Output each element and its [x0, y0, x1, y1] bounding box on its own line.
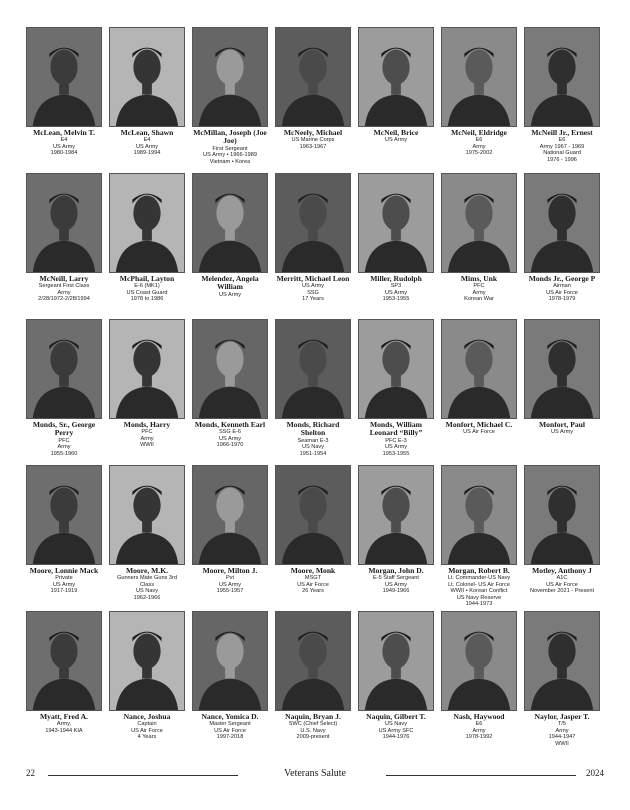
veteran-service-detail: US Air Force	[463, 429, 495, 436]
veteran-service-detail: US Army	[384, 137, 408, 144]
veteran-service-detail: 1955-1960	[50, 450, 78, 457]
veteran-service-detail: 1963-1967	[299, 143, 327, 150]
veteran-card	[26, 611, 102, 757]
veteran-service-detail: 2/28/1972-2/28/1994	[38, 296, 90, 303]
veteran-card	[275, 611, 351, 757]
veteran-service-detail: 1944-1973	[465, 601, 493, 608]
veteran-portrait-photo	[109, 319, 185, 419]
veteran-portrait-photo	[358, 611, 434, 711]
veteran-service-detail: Seaman E-3	[297, 437, 329, 444]
veteran-card	[192, 319, 268, 465]
veteran-name: Melendez, Angela William	[201, 274, 259, 292]
veteran-name: McLean, Shawn	[120, 128, 174, 137]
veteran-card	[524, 319, 600, 465]
veteran-service-detail: WWII	[555, 740, 569, 747]
veteran-portrait-photo	[275, 173, 351, 273]
veteran-name: McLean, Melvin T.	[33, 128, 95, 137]
veteran-service-detail: PFC E-3	[385, 437, 407, 444]
veteran-service-detail: US Air Force	[131, 727, 163, 734]
veteran-service-detail: US Navy	[135, 588, 159, 595]
veteran-service-detail: 1962-1966	[133, 594, 161, 601]
veteran-service-detail: Army	[140, 435, 154, 442]
veteran-service-detail: National Guard	[543, 150, 581, 157]
veteran-portrait-photo	[192, 319, 268, 419]
veteran-name: Monds, Harry	[123, 420, 171, 429]
veteran-service-detail: Army	[472, 143, 486, 150]
veteran-service-detail: Army	[472, 289, 486, 296]
veteran-name: McNeil, Brice	[373, 128, 419, 137]
veteran-portrait-photo	[275, 465, 351, 565]
veteran-service-detail: 1978-1979	[548, 296, 576, 303]
veteran-card	[109, 465, 185, 611]
veteran-name: McPhail, Layton	[119, 274, 175, 283]
footer-year: 2024	[586, 768, 604, 778]
veteran-service-detail: E-6 (MK1)	[134, 283, 160, 290]
veteran-service-detail: SSG E-6	[218, 429, 242, 436]
veteran-service-detail: US Air Force	[546, 289, 578, 296]
veteran-name: Myatt, Fred A.	[40, 712, 88, 721]
veteran-portrait-photo	[441, 319, 517, 419]
veteran-portrait-photo	[192, 465, 268, 565]
veteran-service-detail: November 2021 - Present	[529, 588, 595, 595]
veteran-name: Monfort, Michael C.	[445, 420, 513, 429]
veteran-service-detail: 1978 to 1986	[130, 296, 164, 303]
veteran-service-detail: E-5 Staff Sergeant	[373, 575, 419, 582]
veteran-service-detail: E6	[475, 721, 483, 728]
veteran-name: Nance, Joshua	[123, 712, 171, 721]
veteran-portrait-photo	[109, 611, 185, 711]
veteran-name: Monds, Richard Shelton	[286, 420, 340, 438]
veteran-name: Merritt, Michael Leon	[276, 274, 350, 283]
veteran-name: Moore, Lonnie Mack	[29, 566, 99, 575]
veteran-service-detail: US Army SFC	[378, 727, 414, 734]
veteran-service-detail: Sergeant First Class	[38, 283, 90, 290]
veteran-service-detail: MSGT	[304, 575, 322, 582]
veteran-name: Monds, Kenneth Earl	[194, 420, 266, 429]
veteran-card	[441, 465, 517, 611]
veteran-service-detail: Lt. Commander-US Navy	[447, 575, 511, 582]
veteran-name: Motley, Anthony J	[532, 566, 592, 575]
veteran-service-detail: Airman	[553, 283, 571, 290]
veteran-service-detail: US Air Force	[297, 581, 329, 588]
veteran-service-detail: Army	[57, 289, 71, 296]
veteran-service-detail: US Army	[52, 581, 76, 588]
veteran-service-detail: Army	[555, 727, 569, 734]
veteran-service-detail: 1917-1919	[50, 588, 78, 595]
veteran-service-detail: US Army	[52, 143, 76, 150]
veteran-service-detail: 26 Years	[302, 588, 324, 595]
veteran-card	[192, 27, 268, 173]
veteran-portrait-photo	[524, 465, 600, 565]
veteran-card	[26, 27, 102, 173]
veteran-service-detail: SWC (Chief Select)	[288, 721, 338, 728]
veteran-card	[109, 319, 185, 465]
veteran-service-detail: PFC	[141, 429, 153, 436]
veteran-service-detail: Gunners Mate Guns 3rd Class	[116, 575, 177, 588]
veteran-service-detail: 1975-2002	[465, 150, 493, 157]
veteran-service-detail: US Army	[384, 444, 408, 451]
veteran-portrait-photo	[26, 27, 102, 127]
veteran-name: McMillan, Joseph (Joe Joe)	[193, 128, 267, 146]
veteran-service-detail: US Air Force	[214, 727, 246, 734]
veteran-service-detail: Pvt	[225, 575, 235, 582]
veteran-card	[524, 465, 600, 611]
veteran-service-detail: Army	[472, 727, 486, 734]
veteran-card	[275, 465, 351, 611]
veteran-service-detail: 1951-1954	[299, 450, 327, 457]
veteran-service-detail: Korean War	[464, 296, 494, 303]
veteran-portrait-photo	[275, 319, 351, 419]
veteran-service-detail: Master Sergeant	[209, 721, 251, 728]
veteran-service-detail: 2009-present	[296, 734, 330, 741]
veteran-portrait-photo	[26, 465, 102, 565]
veteran-service-detail: Army	[57, 444, 71, 451]
veteran-card	[275, 319, 351, 465]
veteran-service-detail: E6	[475, 137, 483, 144]
veteran-service-detail: E6	[558, 137, 566, 144]
veteran-service-detail: US Army	[218, 581, 242, 588]
veteran-service-detail: US Army	[135, 143, 159, 150]
veteran-card	[358, 611, 434, 757]
veteran-card	[524, 611, 600, 757]
veteran-portrait-photo	[524, 611, 600, 711]
veteran-name: Morgan, Robert B.	[448, 566, 510, 575]
veteran-service-detail: PFC	[473, 283, 485, 290]
veteran-service-detail: 1966-1970	[216, 442, 244, 449]
veteran-card	[358, 173, 434, 319]
veteran-card	[192, 465, 268, 611]
veteran-service-detail: PFC	[58, 437, 70, 444]
veteran-name: Moore, M.K.	[125, 566, 169, 575]
veteran-card	[441, 611, 517, 757]
veteran-card	[358, 319, 434, 465]
veteran-service-detail: 1997-2018	[216, 734, 244, 741]
veteran-portrait-photo	[524, 27, 600, 127]
veteran-card	[441, 319, 517, 465]
veteran-service-detail: E4	[143, 137, 151, 144]
veteran-portrait-photo	[192, 27, 268, 127]
veteran-service-detail: 1978-1992	[465, 734, 493, 741]
veteran-service-detail: US Coast Guard	[126, 289, 168, 296]
veteran-portrait-photo	[109, 27, 185, 127]
veteran-card	[109, 27, 185, 173]
veteran-portrait-photo	[26, 611, 102, 711]
veteran-name: Naquin, Bryan J.	[285, 712, 341, 721]
veteran-service-detail: US Navy	[384, 721, 408, 728]
veteran-portrait-photo	[441, 465, 517, 565]
veteran-service-detail: 1989-1994	[133, 150, 161, 157]
veteran-service-detail: US Army	[301, 283, 325, 290]
veterans-photo-grid	[26, 27, 600, 757]
veteran-service-detail: Vietnam • Korea	[209, 158, 251, 165]
footer-divider-right	[386, 775, 576, 776]
veteran-service-detail: 1953-1955	[382, 296, 410, 303]
veteran-card	[358, 27, 434, 173]
veteran-service-detail: US Air Force	[546, 581, 578, 588]
veteran-card	[109, 611, 185, 757]
veteran-name: Mims, Unk	[460, 274, 498, 283]
veteran-name: Naquin, Gilbert T.	[366, 712, 426, 721]
veteran-name: Monds, William Leonard “Billy”	[369, 420, 423, 438]
veteran-service-detail: SSG	[307, 289, 319, 296]
veteran-service-detail: 1955-1957	[216, 588, 244, 595]
veteran-service-detail: US Army	[550, 429, 574, 436]
veteran-service-detail: WWII	[140, 442, 154, 449]
veteran-service-detail: SP3	[390, 283, 402, 290]
veteran-name: McNeely, Michael	[283, 128, 343, 137]
veteran-card	[192, 173, 268, 319]
veteran-service-detail: Private	[55, 575, 73, 582]
veteran-name: Moore, Milton J.	[202, 566, 258, 575]
veteran-name: Morgan, John D.	[368, 566, 424, 575]
veteran-card	[26, 465, 102, 611]
page-footer	[26, 768, 604, 782]
veteran-portrait-photo	[275, 611, 351, 711]
page-number: 22	[26, 768, 35, 778]
veteran-service-detail: US Army	[218, 291, 242, 298]
veteran-name: Miller, Rudolph	[370, 274, 422, 283]
veteran-portrait-photo	[275, 27, 351, 127]
veteran-name: McNeil, Eldridge	[451, 128, 507, 137]
veteran-service-detail: US Army • 1966-1989	[203, 152, 257, 159]
veteran-service-detail: Army 1967 - 1969	[539, 143, 585, 150]
veteran-service-detail: A1C	[556, 575, 568, 582]
veteran-name: McNeill, Larry	[39, 274, 89, 283]
footer-title: Veterans Salute	[284, 768, 346, 779]
veteran-card	[441, 173, 517, 319]
veteran-card	[192, 611, 268, 757]
veteran-portrait-photo	[441, 611, 517, 711]
veteran-name: Monds, Sr., George Perry	[32, 420, 96, 438]
veteran-portrait-photo	[192, 173, 268, 273]
veteran-portrait-photo	[358, 319, 434, 419]
veteran-portrait-photo	[26, 173, 102, 273]
veteran-name: Moore, Monk	[290, 566, 336, 575]
veteran-portrait-photo	[358, 465, 434, 565]
veteran-service-detail: T/5	[557, 721, 567, 728]
veteran-card	[275, 173, 351, 319]
veteran-card	[358, 465, 434, 611]
veteran-portrait-photo	[441, 173, 517, 273]
veteran-portrait-photo	[109, 173, 185, 273]
veteran-service-detail: 1980-1984	[50, 150, 78, 157]
veteran-portrait-photo	[524, 173, 600, 273]
veteran-portrait-photo	[192, 611, 268, 711]
veteran-service-detail: US Army	[384, 289, 408, 296]
veteran-service-detail: E4	[60, 137, 68, 144]
veteran-service-detail: 1943-1944 KIA	[45, 727, 83, 734]
veteran-portrait-photo	[441, 27, 517, 127]
veteran-name: McNeill Jr., Ernest	[531, 128, 593, 137]
veteran-card	[26, 173, 102, 319]
veteran-service-detail: WWII • Korean Conflict	[450, 588, 508, 595]
veteran-card	[275, 27, 351, 173]
veteran-name: Naylor, Jasper T.	[534, 712, 590, 721]
veteran-service-detail: Captain	[137, 721, 157, 728]
veteran-service-detail: 4 Years	[137, 734, 157, 741]
veteran-portrait-photo	[109, 465, 185, 565]
veteran-service-detail: U.S. Navy	[300, 727, 326, 734]
veteran-portrait-photo	[524, 319, 600, 419]
veteran-service-detail: US Navy	[301, 444, 325, 451]
veteran-service-detail: 1976 - 1996	[547, 156, 577, 163]
veteran-portrait-photo	[26, 319, 102, 419]
veteran-service-detail: US Army	[218, 435, 242, 442]
veteran-service-detail: US Army	[384, 581, 408, 588]
veteran-portrait-photo	[358, 27, 434, 127]
veteran-service-detail: Lt. Colonel- US Air Force	[448, 581, 510, 588]
veteran-service-detail: 1944-1976	[382, 734, 410, 741]
veteran-name: Nance, Yomica D.	[201, 712, 259, 721]
veteran-service-detail: US Navy Reserve	[456, 594, 502, 601]
veteran-name: Monfort, Paul	[539, 420, 585, 429]
veteran-service-detail: 17 Years	[302, 296, 324, 303]
veteran-service-detail: 1944-1947	[548, 734, 576, 741]
veteran-card	[26, 319, 102, 465]
veteran-service-detail: First Sergeant	[212, 145, 248, 152]
veteran-name: Monds Jr., George P	[528, 274, 596, 283]
veteran-card	[441, 27, 517, 173]
veteran-portrait-photo	[358, 173, 434, 273]
veteran-card	[109, 173, 185, 319]
veteran-service-detail: 1949-1966	[382, 588, 410, 595]
veteran-service-detail: Army,	[56, 721, 72, 728]
veteran-name: Nash, Haywood	[453, 712, 505, 721]
veteran-card	[524, 27, 600, 173]
veteran-card	[524, 173, 600, 319]
veteran-service-detail: US Marine Corps	[291, 137, 335, 144]
veteran-service-detail: 1953-1955	[382, 450, 410, 457]
